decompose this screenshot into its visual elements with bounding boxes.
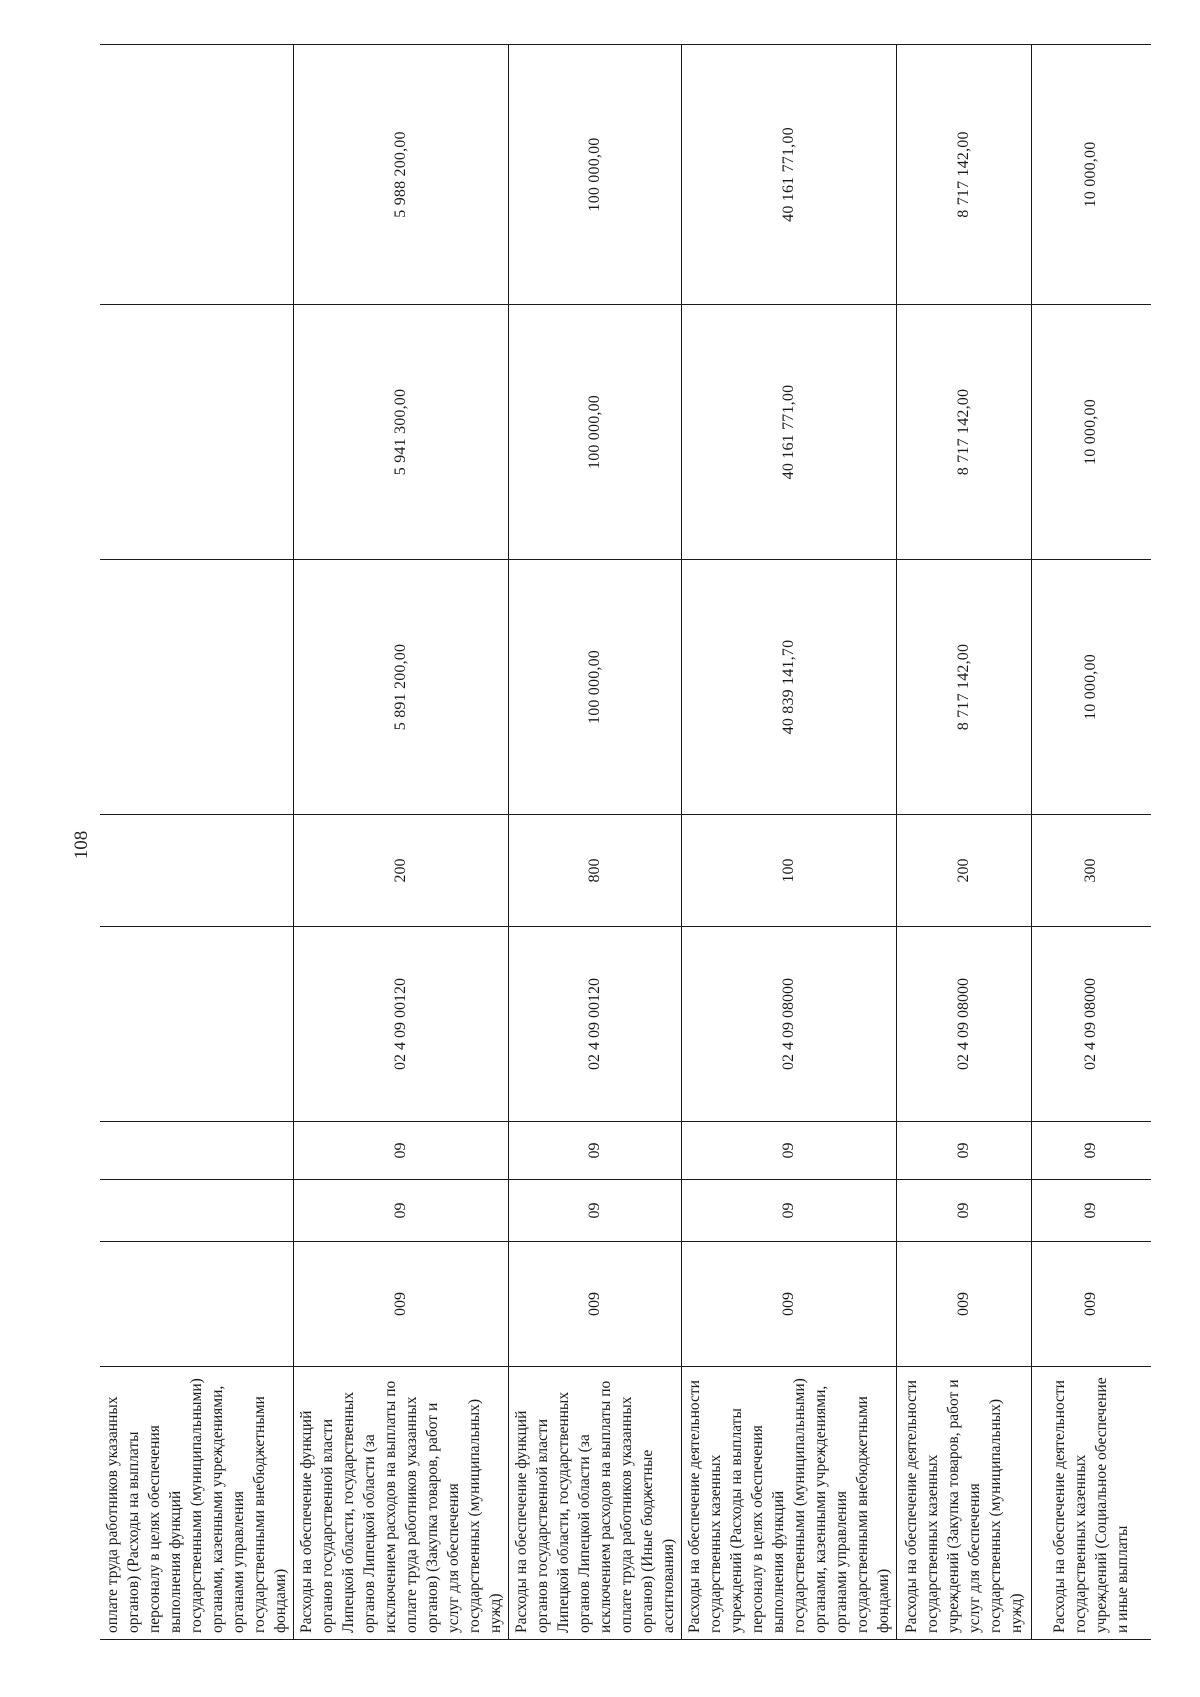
ministry-code (100, 1242, 294, 1367)
amount-year-2: 10 000,00 (1032, 305, 1151, 560)
amount-year-1: 5 891 200,00 (294, 560, 509, 815)
amount-year-2: 8 717 142,00 (897, 305, 1032, 560)
subsection-code: 09 (682, 1122, 897, 1180)
section-code: 09 (682, 1180, 897, 1242)
row-description: Расходы на обеспечение деятельности государственных казенных учреждений (Закупка товаров, работ и услуг для обеспечения государственных (муниципальных) нужд) (897, 1367, 1032, 1640)
row-description: Расходы на обеспечение деятельности государственных казенных учреждений (Расходы на выплаты персоналу в целях обеспечения выполнения функций государственными (муниципальными) органами, казенными учреждениями, органами управления государственными внебюджетными фондами) (682, 1367, 897, 1640)
section-code: 09 (509, 1180, 682, 1242)
expense-type-code: 300 (1032, 815, 1151, 927)
amount-year-3 (100, 45, 294, 305)
section-code: 09 (1032, 1180, 1151, 1242)
subsection-code: 09 (1032, 1122, 1151, 1180)
amount-year-1: 40 839 141,70 (682, 560, 897, 815)
expense-type-code: 200 (294, 815, 509, 927)
amount-year-2: 40 161 771,00 (682, 305, 897, 560)
table-row (897, 45, 1032, 1640)
ministry-code: 009 (509, 1242, 682, 1367)
ministry-code: 009 (682, 1242, 897, 1367)
budget-table (100, 44, 1151, 1640)
amount-year-3: 5 988 200,00 (294, 45, 509, 305)
amount-year-2 (100, 305, 294, 560)
section-code: 09 (897, 1180, 1032, 1242)
table-row (509, 45, 682, 1640)
amount-year-3: 100 000,00 (509, 45, 682, 305)
ministry-code: 009 (294, 1242, 509, 1367)
amount-year-2: 100 000,00 (509, 305, 682, 560)
target-article-code: 02 4 09 08000 (897, 927, 1032, 1122)
amount-year-3: 40 161 771,00 (682, 45, 897, 305)
expense-type-code: 200 (897, 815, 1032, 927)
row-description: Расходы на обеспечение функций органов государственной власти Липецкой области, государственных органов Липецкой области (за исключением расходов на выплаты по оплате труда работников указанных органов) (Закупка товаров, работ и услуг для обеспечения государственных (муниципальных) нужд) (294, 1367, 509, 1640)
ministry-code: 009 (1032, 1242, 1151, 1367)
rotated-table-container (100, 45, 1132, 1640)
target-article-code: 02 4 09 00120 (294, 927, 509, 1122)
amount-year-1: 100 000,00 (509, 560, 682, 815)
amount-year-3: 10 000,00 (1032, 45, 1151, 305)
section-code: 09 (294, 1180, 509, 1242)
expense-type-code (100, 815, 294, 927)
subsection-code: 09 (294, 1122, 509, 1180)
row-description: Расходы на обеспечение функций органов государственной власти Липецкой области, государственных органов Липецкой области (за исключением расходов на выплаты по оплате труда работников указанных органов) (Иные бюджетные ассигнования) (509, 1367, 682, 1640)
table-row (294, 45, 509, 1640)
amount-year-3: 8 717 142,00 (897, 45, 1032, 305)
expense-type-code: 800 (509, 815, 682, 927)
row-description: Расходы на обеспечение деятельности государственных казенных учреждений (Социальное обеспечение и иные выплаты (1032, 1367, 1151, 1640)
ministry-code: 009 (897, 1242, 1032, 1367)
amount-year-1 (100, 560, 294, 815)
expense-type-code: 100 (682, 815, 897, 927)
target-article-code: 02 4 09 08000 (1032, 927, 1151, 1122)
table-row (1032, 45, 1151, 1640)
amount-year-1: 8 717 142,00 (897, 560, 1032, 815)
section-code (100, 1180, 294, 1242)
table-row (682, 45, 897, 1640)
target-article-code: 02 4 09 00120 (509, 927, 682, 1122)
subsection-code: 09 (509, 1122, 682, 1180)
amount-year-2: 5 941 300,00 (294, 305, 509, 560)
page-number: 108 (71, 830, 92, 860)
amount-year-1: 10 000,00 (1032, 560, 1151, 815)
table-row (100, 45, 294, 1640)
target-article-code (100, 927, 294, 1122)
target-article-code: 02 4 09 08000 (682, 927, 897, 1122)
row-description: оплате труда работников указанных органов) (Расходы на выплаты персоналу в целях обеспечения выполнения функций государственными (муниципальными) органами, казенными учреждениями, органами управления государственными внебюджетными фондами) (100, 1367, 294, 1640)
subsection-code: 09 (897, 1122, 1032, 1180)
subsection-code (100, 1122, 294, 1180)
